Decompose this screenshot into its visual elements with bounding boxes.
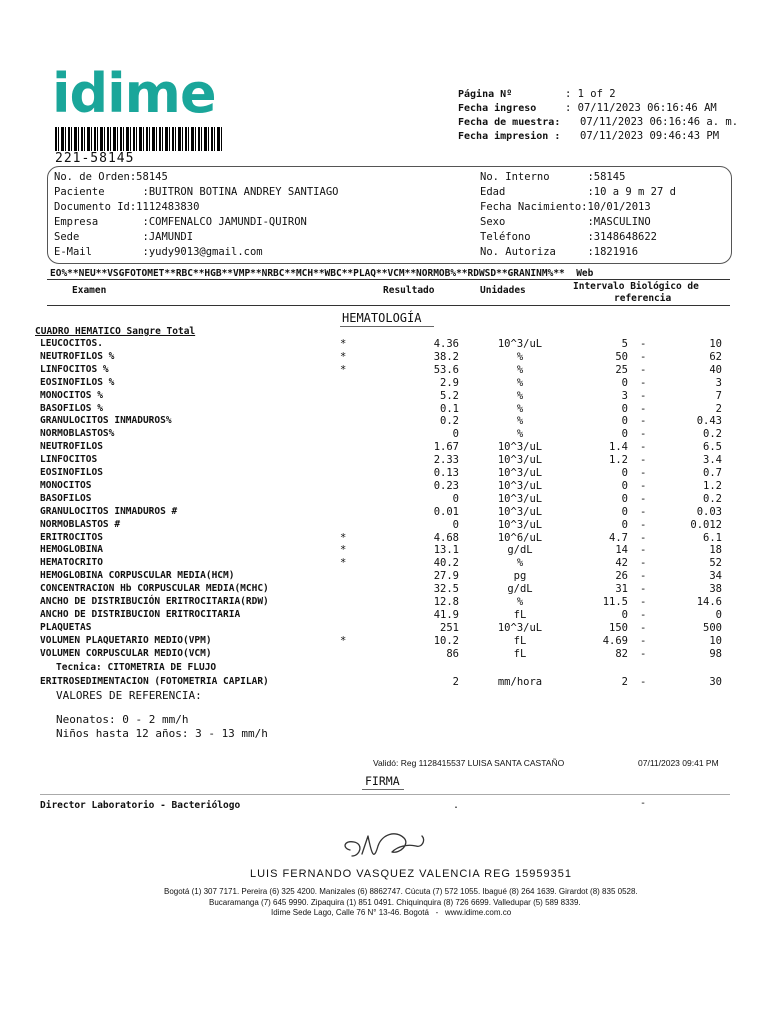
table-row <box>0 338 768 351</box>
row-value: 32.5 <box>433 583 459 596</box>
row-flag: * <box>340 634 347 647</box>
sexo-field: Sexo :MASCULINO <box>480 216 651 228</box>
row-max: 38 <box>709 583 722 596</box>
row-min: 3 <box>621 389 628 402</box>
row-name: ERITROCITOS <box>40 531 103 543</box>
row-unit: 10^3/uL <box>497 621 543 634</box>
paciente-field: Paciente :BUITRON BOTINA ANDREY SANTIAGO <box>54 186 339 198</box>
divider <box>47 305 730 306</box>
row-unit: 10^6/uL <box>497 531 543 544</box>
row-min: 0 <box>621 505 628 518</box>
row-max: 2 <box>715 402 722 415</box>
table-row <box>0 415 768 428</box>
row-unit: 10^3/uL <box>497 505 543 518</box>
table-row <box>0 441 768 454</box>
row-value: 53.6 <box>433 363 459 376</box>
row-value: 41.9 <box>433 608 459 621</box>
row-value: 0.2 <box>440 415 459 428</box>
row-max: 6.5 <box>703 441 722 454</box>
panel-title: CUADRO HEMATICO Sangre Total <box>35 326 196 337</box>
table-row <box>0 519 768 532</box>
interno-field: No. Interno :58145 <box>480 171 626 183</box>
row-min: 0 <box>621 518 628 531</box>
divider <box>47 279 730 280</box>
row-dash: - <box>640 441 647 454</box>
row-unit: 10^3/uL <box>497 338 543 350</box>
row-dash: - <box>640 531 647 544</box>
table-row <box>0 544 768 557</box>
row-unit: pg <box>513 570 527 583</box>
row-unit: 10^3/uL <box>497 441 543 454</box>
row-dash: - <box>640 492 647 505</box>
row-name: NEUTROFILOS <box>40 441 103 453</box>
row-min: 2 <box>621 676 628 688</box>
row-value: 10.2 <box>433 634 459 647</box>
row-flag: * <box>340 544 347 557</box>
documento-field: Documento Id:1112483830 <box>54 201 200 213</box>
row-unit: g/dL <box>507 544 533 557</box>
firma-underline <box>362 789 404 790</box>
row-flag: * <box>340 557 347 570</box>
table-row <box>0 493 768 506</box>
row-min: 42 <box>615 557 628 570</box>
row-value: 4.36 <box>433 338 459 350</box>
table-row <box>0 532 768 545</box>
validation-text: Validó: Reg 1128415537 LUISA SANTA CASTAÑO <box>373 758 565 768</box>
row-max: 3.4 <box>703 454 722 467</box>
row-min: 0 <box>621 428 628 441</box>
fecha-muestra-value: 07/11/2023 06:16:46 a. m. <box>580 116 739 128</box>
row-flag: * <box>340 338 347 350</box>
row-value: 27.9 <box>433 570 459 583</box>
table-row <box>0 428 768 441</box>
row-value: 251 <box>440 621 459 634</box>
table-row <box>0 454 768 467</box>
row-max: 0.2 <box>703 428 722 441</box>
row-value: 13.1 <box>433 544 459 557</box>
director-label: Director Laboratorio - Bacteriólogo <box>40 800 241 811</box>
row-value: 12.8 <box>433 596 459 608</box>
row-name: CONCENTRACION Hb CORPUSCULAR MEDIA(MCHC) <box>40 583 269 595</box>
row-dash: - <box>640 583 647 596</box>
idime-logo: idime <box>52 62 216 125</box>
signer-name: LUIS FERNANDO VASQUEZ VALENCIA REG 15959351 <box>250 868 572 880</box>
row-name: EOSINOFILOS <box>40 467 103 478</box>
row-max: 1.2 <box>703 479 722 492</box>
row-dash: - <box>640 621 647 634</box>
row-min: 25 <box>615 363 628 376</box>
row-min: 0 <box>621 492 628 505</box>
row-min: 0 <box>621 376 628 389</box>
row-unit: % <box>516 415 524 428</box>
telefono-field: Teléfono :3148648622 <box>480 231 658 243</box>
row-name: MONOCITOS <box>40 479 92 491</box>
table-row <box>0 648 768 661</box>
row-dash: - <box>640 467 647 479</box>
row-max: 10 <box>709 338 722 350</box>
row-dash: - <box>640 596 647 608</box>
row-value: 2 <box>452 676 459 688</box>
row-min: 11.5 <box>602 596 628 608</box>
row-name: ANCHO DE DISTRIBUCIÓN ERITROCITARIA(RDW) <box>40 596 269 607</box>
footer-line-1: Bogotá (1) 307 7171. Pereira (6) 325 4200. Manizales (6) 8862747. Cúcuta (7) 572 1055. Ibagué (8) 264 1639. Girardot (8) 835 0528. <box>164 887 638 896</box>
col-examen: Examen <box>72 285 107 296</box>
row-min: 31 <box>615 583 628 596</box>
row-dash: - <box>640 338 647 350</box>
row-value: 4.68 <box>433 531 459 544</box>
row-min: 82 <box>615 647 628 660</box>
table-row <box>0 351 768 364</box>
firma-label: FIRMA <box>365 774 400 788</box>
row-min: 0 <box>621 608 628 621</box>
row-max: 0.43 <box>696 415 722 428</box>
row-dash: - <box>640 415 647 428</box>
director-dash: - <box>640 798 647 809</box>
fecha-impresion-label: Fecha impresion : <box>458 131 561 142</box>
row-max: 14.6 <box>696 596 722 608</box>
pagina-value: : 1 of 2 <box>565 88 616 100</box>
row-dash: - <box>640 454 647 467</box>
col-intervalo: Intervalo Biológico de <box>573 281 699 292</box>
row-dash: - <box>640 479 647 492</box>
table-row <box>0 467 768 480</box>
row-unit: 10^3/uL <box>497 492 543 505</box>
table-row <box>0 557 768 570</box>
row-dash: - <box>640 608 647 621</box>
row-flag: * <box>340 531 347 544</box>
table-row <box>0 480 768 493</box>
row-max: 500 <box>703 621 722 634</box>
row-max: 0.012 <box>690 518 722 531</box>
fecha-ingreso-value: : 07/11/2023 06:16:46 AM <box>565 102 717 114</box>
row-value: 0 <box>452 428 459 441</box>
table-row <box>0 390 768 403</box>
row-min: 0 <box>621 479 628 492</box>
row-max: 40 <box>709 363 722 376</box>
table-row <box>0 596 768 609</box>
row-unit: g/dL <box>507 583 533 596</box>
row-unit: 10^3/uL <box>497 479 543 492</box>
nacimiento-field: Fecha Nacimiento:10/01/2013 <box>480 201 651 213</box>
row-flag: * <box>340 350 347 363</box>
row-min: 4.7 <box>609 531 628 544</box>
row-dash: - <box>640 647 647 660</box>
row-dash: - <box>640 557 647 570</box>
row-name: NEUTROFILOS % <box>40 350 115 362</box>
row-value: 0 <box>452 518 459 531</box>
row-name: PLAQUETAS <box>40 621 92 633</box>
row-flag: * <box>340 363 347 376</box>
row-name: HEMATOCRITO <box>40 557 103 569</box>
row-name: BASOFILOS <box>40 492 92 504</box>
row-value: 86 <box>446 647 459 660</box>
row-value: 40.2 <box>433 557 459 570</box>
row-min: 150 <box>609 621 628 634</box>
row-dash: - <box>640 505 647 518</box>
row-value: 38.2 <box>433 350 459 363</box>
row-unit: % <box>516 389 524 402</box>
referencia-title: VALORES DE REFERENCIA: <box>56 689 202 702</box>
col-unidades: Unidades <box>480 285 526 296</box>
autoriza-field: No. Autoriza :1821916 <box>480 246 639 258</box>
barcode-number: 221-58145 <box>55 151 135 166</box>
row-name: VOLUMEN CORPUSCULAR MEDIO(VCM) <box>40 647 212 659</box>
table-row <box>0 570 768 583</box>
row-dash: - <box>640 634 647 647</box>
row-value: 0 <box>452 492 459 505</box>
section-title: HEMATOLOGÍA <box>342 311 422 325</box>
row-name: EOSINOFILOS % <box>40 376 115 388</box>
row-value: 0.13 <box>433 467 459 479</box>
divider <box>40 794 730 795</box>
row-unit: fL <box>513 608 527 621</box>
row-dash: - <box>640 570 647 583</box>
row-unit: % <box>516 363 524 376</box>
footer-line-3: Idime Sede Lago, Calle 76 N° 13-46. Bogotá - www.idime.com.co <box>271 908 512 917</box>
row-value: 5.2 <box>440 389 459 402</box>
row-max: 6.1 <box>703 531 722 544</box>
row-value: 1.67 <box>433 441 459 454</box>
referencia-ninos: Niños hasta 12 años: 3 - 13 mm/h <box>56 727 268 740</box>
row-max: 98 <box>709 647 722 660</box>
row-value: 2.33 <box>433 454 459 467</box>
row-min: 50 <box>615 350 628 363</box>
row-name: HEMOGLOBINA <box>40 544 103 556</box>
empresa-field: Empresa :COMFENALCO JAMUNDI-QUIRON <box>54 216 307 228</box>
row-value: 2.9 <box>440 376 459 389</box>
edad-field: Edad :10 a 9 m 27 d <box>480 186 676 198</box>
row-unit: 10^3/uL <box>497 518 543 531</box>
row-unit: % <box>516 428 524 441</box>
row-min: 5 <box>621 338 628 350</box>
row-max: 3 <box>715 376 722 389</box>
row-unit: 10^3/uL <box>497 467 543 479</box>
row-value: 0.1 <box>440 402 459 415</box>
row-dash: - <box>640 376 647 389</box>
row-dash: - <box>640 350 647 363</box>
row-value: 0.01 <box>433 505 459 518</box>
row-unit: % <box>516 350 524 363</box>
row-min: 1.2 <box>609 454 628 467</box>
row-min: 14 <box>615 544 628 557</box>
row-max: 7 <box>715 389 722 402</box>
row-unit: mm/hora <box>497 676 543 688</box>
test-codes-line: EO%**NEU**VSGFOTOMET**RBC**HGB**VMP**NRBC**MCH**WBC**PLAQ**VCM**NORMOB%**RDWSD**GRANINM%** Web <box>50 268 594 279</box>
table-row <box>0 609 768 622</box>
row-name: GRANULOCITOS INMADUROS # <box>40 505 178 517</box>
row-dash: - <box>640 389 647 402</box>
signature-image <box>338 826 438 866</box>
row-min: 26 <box>615 570 628 583</box>
row-name: NORMOBLASTOS # <box>40 518 121 530</box>
table-row <box>0 635 768 648</box>
row-name: LINFOCITOS % <box>40 363 109 375</box>
row-max: 0 <box>715 608 722 621</box>
fecha-impresion-value: 07/11/2023 09:46:43 PM <box>580 130 720 142</box>
row-max: 18 <box>709 544 722 557</box>
validation-date: 07/11/2023 09:41 PM <box>638 758 719 768</box>
row-min: 4.69 <box>602 634 628 647</box>
row-min: 1.4 <box>609 441 628 454</box>
row-dash: - <box>640 544 647 557</box>
row-dash: - <box>640 518 647 531</box>
table-row <box>0 676 768 689</box>
email-field: E-Mail :yudy9013@gmail.com <box>54 246 263 258</box>
row-unit: fL <box>513 634 527 647</box>
referencia-neonatos: Neonatos: 0 - 2 mm/h <box>56 713 189 726</box>
row-max: 0.2 <box>703 492 722 505</box>
footer-line-2: Bucaramanga (7) 645 9990. Zipaquira (1) 851 0491. Chiquinquira (8) 726 6699. Valledupar (5) 589 8339. <box>209 898 581 907</box>
table-row <box>0 377 768 390</box>
row-dash: - <box>640 676 647 688</box>
row-max: 52 <box>709 557 722 570</box>
row-max: 34 <box>709 570 722 583</box>
row-max: 62 <box>709 350 722 363</box>
fecha-ingreso-label: Fecha ingreso <box>458 103 537 114</box>
pagina-label: Página Nº <box>458 89 513 100</box>
row-name: HEMOGLOBINA CORPUSCULAR MEDIA(HCM) <box>40 570 235 582</box>
row-unit: fL <box>513 647 527 660</box>
row-name: NORMOBLASTOS% <box>40 428 115 440</box>
col-resultado: Resultado <box>383 285 435 296</box>
section-underline <box>340 326 434 327</box>
row-max: 0.03 <box>696 505 722 518</box>
row-name: BASOFILOS % <box>40 402 103 414</box>
row-unit: % <box>516 376 524 389</box>
row-min: 0 <box>621 467 628 479</box>
barcode <box>55 127 223 151</box>
table-row <box>0 583 768 596</box>
row-name: ANCHO DE DISTRIBUCION ERITROCITARIA <box>40 608 241 620</box>
row-name: MONOCITOS % <box>40 389 103 401</box>
row-max: 0.7 <box>703 467 722 479</box>
row-name: ERITROSEDIMENTACION (FOTOMETRIA CAPILAR) <box>40 676 269 687</box>
sede-field: Sede :JAMUNDI <box>54 231 194 243</box>
row-max: 30 <box>709 676 722 688</box>
row-unit: % <box>516 402 524 415</box>
table-row <box>0 403 768 416</box>
table-row <box>0 622 768 635</box>
director-dot: . <box>453 800 460 811</box>
row-unit: % <box>516 596 524 608</box>
row-dash: - <box>640 363 647 376</box>
row-max: 10 <box>709 634 722 647</box>
row-name: GRANULOCITOS INMADUROS% <box>40 415 172 427</box>
row-unit: % <box>516 557 524 570</box>
row-dash: - <box>640 428 647 441</box>
row-name: VOLUMEN PLAQUETARIO MEDIO(VPM) <box>40 634 212 646</box>
col-referencia: referencia <box>614 293 672 304</box>
row-unit: 10^3/uL <box>497 454 543 467</box>
tecnica-note: Tecnica: CITOMETRIA DE FLUJO <box>56 662 217 673</box>
fecha-muestra-label: Fecha de muestra: <box>458 117 561 128</box>
row-name: LINFOCITOS <box>40 454 98 466</box>
row-name: LEUCOCITOS. <box>40 338 103 349</box>
row-min: 0 <box>621 415 628 428</box>
row-dash: - <box>640 402 647 415</box>
table-row <box>0 364 768 377</box>
orden-field: No. de Orden:58145 <box>54 171 168 183</box>
row-min: 0 <box>621 402 628 415</box>
table-row <box>0 506 768 519</box>
row-value: 0.23 <box>433 479 459 492</box>
